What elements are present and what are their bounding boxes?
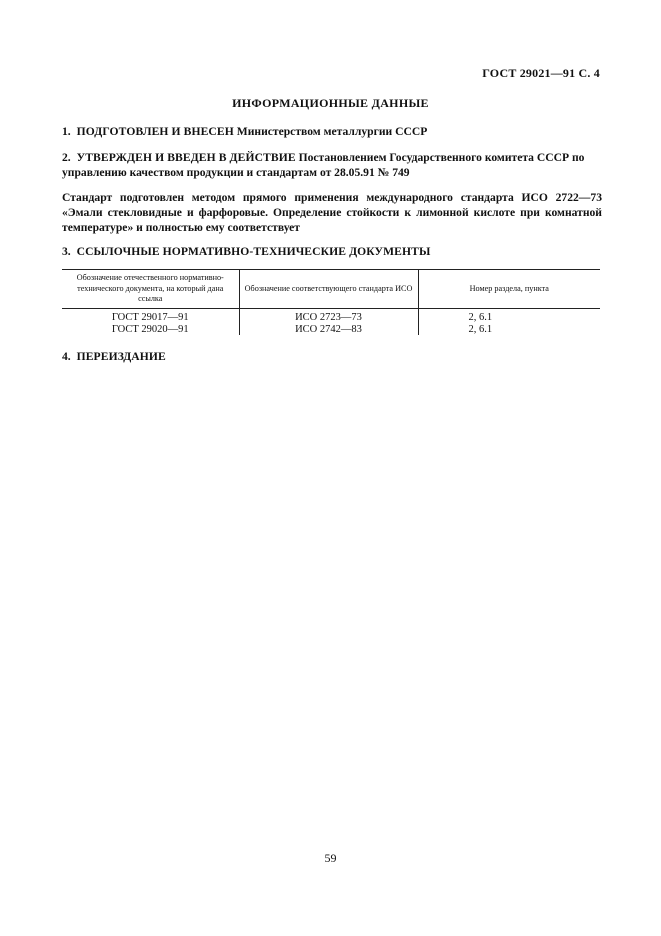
standard-note: Стандарт подготовлен методом прямого применения международного стандарта ИСО 2722—73 «Эмали стекловидные и фарфоровые. Определение стойкости к лимонной кислоте при комнатной температуре» и полностью ему соответствует	[62, 191, 602, 234]
table-header-row	[62, 270, 600, 309]
section-2	[62, 150, 602, 180]
page-header-doc-ref: ГОСТ 29021—91 С. 4	[482, 66, 600, 80]
section-2-text: Постановлением Государственного комитета СССР по управлению качеством продукции и стандартам от 28.05.91 № 749	[62, 151, 585, 179]
cell-section-number: 2, 6.1	[418, 324, 600, 336]
cell-section-number: 2, 6.1	[418, 309, 600, 324]
section-4	[62, 349, 602, 364]
section-3-heading: ССЫЛОЧНЫЕ НОРМАТИВНО-ТЕХНИЧЕСКИЕ ДОКУМЕНТЫ	[76, 245, 431, 258]
cell-domestic-doc: ГОСТ 29020—91	[111, 323, 189, 335]
header-iso-standard: Обозначение соответствующего стандарта ИСО	[239, 270, 418, 309]
header-section-number: Номер раздела, пункта	[418, 270, 600, 309]
table-row	[62, 309, 600, 324]
document-title: ИНФОРМАЦИОННЫЕ ДАННЫЕ	[232, 96, 429, 110]
table-row	[62, 324, 600, 336]
section-2-number: 2.	[62, 151, 71, 164]
section-3-number: 3.	[62, 245, 71, 258]
reference-documents-table	[62, 269, 600, 335]
cell-iso-standard: ИСО 2742—83	[239, 324, 418, 336]
cell-iso-standard: ИСО 2723—73	[239, 309, 418, 324]
section-2-heading: УТВЕРЖДЕН И ВВЕДЕН В ДЕЙСТВИЕ	[76, 151, 296, 164]
section-1-text: Министерством металлургии СССР	[236, 125, 428, 138]
section-4-heading: ПЕРЕИЗДАНИЕ	[76, 350, 166, 363]
cell-domestic-doc: ГОСТ 29017—91	[111, 312, 189, 323]
section-1-number: 1.	[62, 125, 71, 138]
section-4-number: 4.	[62, 350, 71, 363]
section-1	[62, 124, 602, 139]
page-number: 59	[324, 851, 337, 865]
header-domestic-doc: Обозначение отечественного нормативно-технического документа, на который дана ссылка	[62, 270, 239, 309]
section-3	[62, 244, 602, 259]
section-1-heading: ПОДГОТОВЛЕН И ВНЕСЕН	[76, 125, 234, 138]
